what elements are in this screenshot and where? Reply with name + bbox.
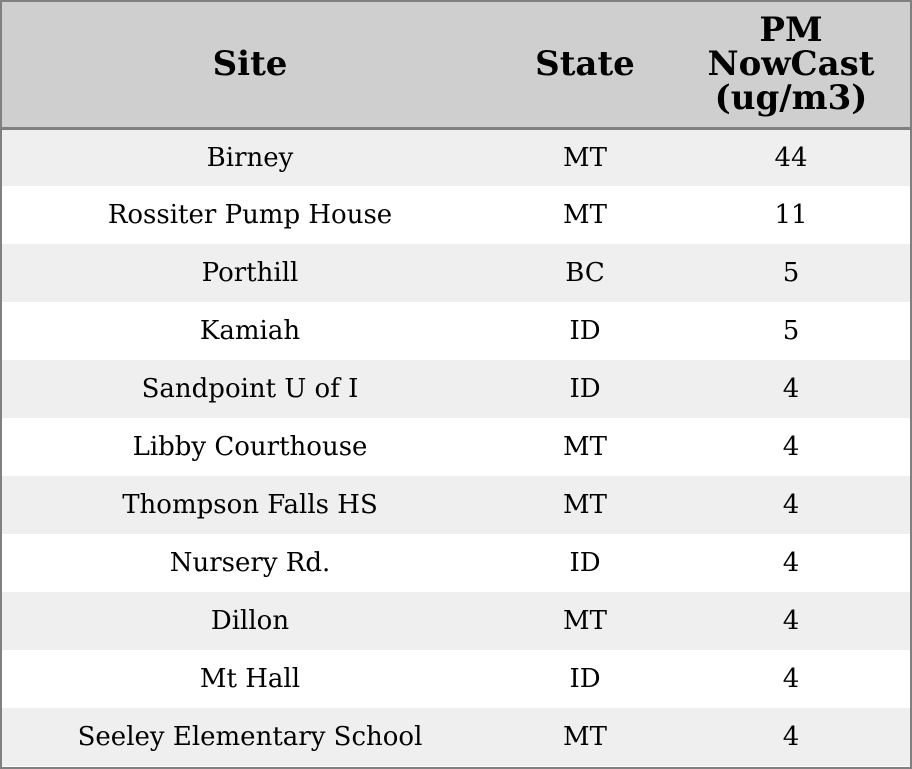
cell-state: ID: [569, 316, 601, 346]
table-row: [2, 360, 910, 418]
cell-pm: 4: [782, 606, 800, 636]
table-row: [2, 708, 910, 766]
cell-site: Birney: [206, 142, 294, 173]
cell-state: MT: [563, 142, 607, 173]
cell-pm: 11: [774, 200, 808, 230]
cell-pm: 5: [782, 316, 800, 346]
cell-site: Nursery Rd.: [169, 548, 331, 578]
cell-state: ID: [569, 548, 601, 578]
table-row: [2, 534, 910, 592]
table-row: [2, 418, 910, 476]
table-row: [2, 302, 910, 360]
pm-nowcast-table: [2, 2, 910, 766]
cell-pm: 4: [782, 664, 800, 694]
cell-site: Dillon: [210, 606, 290, 636]
cell-site: Seeley Elementary School: [77, 722, 423, 752]
cell-pm: 4: [782, 374, 800, 404]
table-row: [2, 650, 910, 708]
cell-state: BC: [565, 258, 605, 288]
cell-site: Rossiter Pump House: [107, 200, 393, 230]
header-pm-line: NowCast: [707, 44, 875, 85]
cell-pm: 4: [782, 722, 800, 752]
table-row: [2, 592, 910, 650]
table-row: [2, 476, 910, 534]
cell-state: MT: [563, 200, 607, 230]
header-pm-line: (ug/m3): [714, 78, 868, 119]
cell-state: MT: [563, 490, 607, 520]
cell-site: Mt Hall: [199, 664, 301, 694]
header-pm-nowcast: [672, 2, 910, 128]
cell-site: Porthill: [201, 258, 299, 288]
cell-site: Libby Courthouse: [132, 432, 368, 462]
table-row: [2, 244, 910, 302]
table-row: [2, 128, 910, 186]
header-pm-line: PM: [759, 10, 823, 51]
cell-state: MT: [563, 606, 607, 636]
cell-site: Sandpoint U of I: [141, 374, 359, 404]
header-site: Site: [2, 2, 498, 128]
cell-site: Thompson Falls HS: [122, 490, 378, 520]
cell-state: MT: [563, 432, 607, 462]
cell-site: Kamiah: [199, 316, 301, 346]
cell-pm: 4: [782, 432, 800, 462]
cell-pm: 44: [774, 142, 808, 173]
cell-pm: 4: [782, 548, 800, 578]
header-state: State: [498, 2, 672, 128]
table-row: [2, 186, 910, 244]
cell-pm: 5: [782, 258, 800, 288]
table-header-row: [2, 2, 910, 128]
cell-pm: 4: [782, 490, 800, 520]
cell-state: ID: [569, 374, 601, 404]
cell-state: MT: [563, 722, 607, 752]
cell-state: ID: [569, 664, 601, 694]
